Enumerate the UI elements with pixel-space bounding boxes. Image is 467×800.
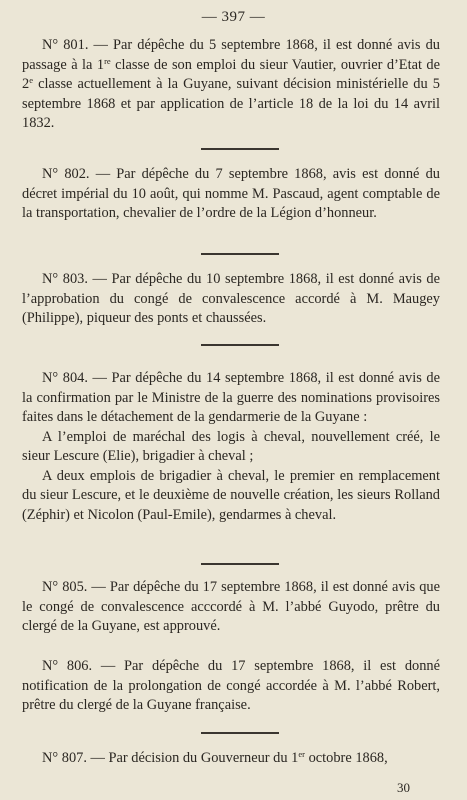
entry-text: — Par dépêche du 17 septembre 1868, il est donné notification de la prolongation de congé accordée à M. l’abbé Robert, prêtre du clergé de la Guyane française. (22, 658, 440, 713)
page-number: — 397 — (201, 9, 266, 25)
entry-text: classe de son emploi du sieur Vautier, ouvrier d’Etat de 2 (22, 56, 441, 92)
entry-paragraph: A l’emploi de maréchal des logis à cheval, nouvellement créé, le sieur Lescure (Elie), brigadier à cheval ; (22, 428, 440, 464)
separator-rule (201, 344, 279, 346)
entry-number: N° 803. (42, 271, 88, 287)
entry-804 (22, 369, 440, 525)
entry-806 (22, 657, 440, 716)
entry-807 (22, 749, 440, 769)
entry-number: N° 807. (42, 750, 87, 766)
entry-text: — Par dépêche du 7 septembre 1868, avis est donné du décret impérial du 10 août, qui nomme M. Pascaud, agent comptable de la transportation, chevalier de l’ordre de la Légion d’honneur. (22, 166, 440, 221)
entry-803 (22, 270, 440, 329)
superscript: er (298, 749, 305, 759)
entry-text: — Par dépêche du 17 septembre 1868, il est donné avis que le congé de convalescence acccordé à M. l’abbé Guyodo, prêtre du clergé de la Guyane, est approuvé. (22, 579, 440, 634)
entry-802 (22, 165, 440, 224)
entry-paragraph: A deux emplois de brigadier à cheval, le premier en remplacement du sieur Lescure, et le deuxième de nouvelle création, les sieurs Rolland (Zéphir) et Nicolon (Paul-Emile), gendarmes à cheval. (22, 467, 440, 523)
entry-text: — Par dépêche du 5 septembre 1868, il est donné avis du passage à la 1 (22, 37, 440, 73)
entry-number: N° 804. (42, 370, 88, 386)
separator-rule (201, 563, 279, 565)
signature-mark: 30 (397, 780, 410, 795)
entry-805 (22, 578, 440, 637)
entry-801 (22, 36, 440, 134)
entry-text: — Par dépêche du 14 septembre 1868, il est donné avis de la confirmation par le Ministre de la guerre des nominations provisoires faites dans le détachement de la gendarmerie de la Guyane : (22, 370, 440, 425)
separator-rule (201, 253, 279, 255)
separator-rule (201, 732, 279, 734)
entry-text: classe actuellement à la Guyane, suivant décision ministérielle du 5 septembre 1868 et par application de l’article 18 de la loi du 14 avril 1832. (22, 76, 440, 131)
superscript: re (104, 55, 111, 66)
entry-number: N° 801. (42, 37, 89, 53)
entry-text: — Par dépêche du 10 septembre 1868, il est donné avis de l’approbation du congé de convalescence accordé à M. Maugey (Philippe), piqueur des ponts et chaussées. (22, 271, 440, 326)
entry-text: octobre 1868, (304, 750, 388, 766)
entry-number: N° 805. (42, 579, 88, 595)
separator-rule (201, 148, 279, 150)
entry-number: N° 806. (42, 658, 93, 674)
entry-text: — Par décision du Gouverneur du 1 (86, 750, 299, 766)
superscript: e (29, 75, 33, 85)
entry-number: N° 802. (42, 166, 90, 182)
